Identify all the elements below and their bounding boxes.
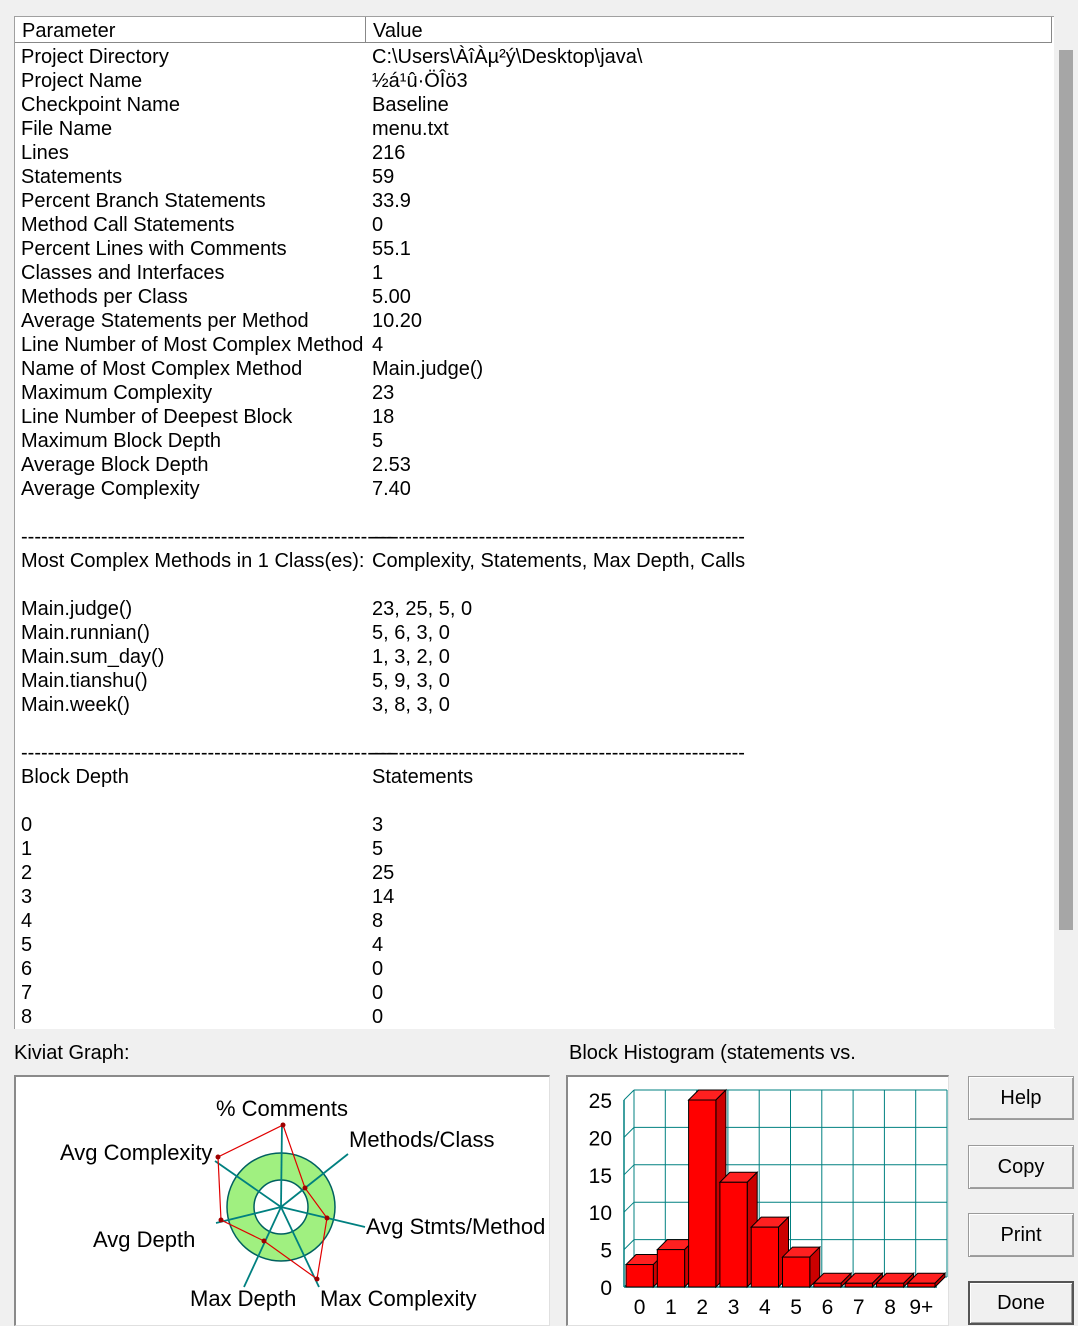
value-cell: 10.20 (372, 310, 423, 332)
table-row (15, 861, 1055, 885)
kiviat-label-comments: % Comments (215, 1096, 349, 1121)
table-row (15, 573, 1055, 597)
table-row (15, 741, 1055, 765)
value-cell: 33.9 (372, 190, 411, 212)
y-tick-label: 15 (588, 1164, 612, 1188)
parameter-cell: 0 (21, 814, 33, 836)
table-row (15, 357, 1055, 381)
table-row (15, 429, 1055, 453)
table-row (15, 189, 1055, 213)
table-row (15, 477, 1055, 501)
value-cell: 5 (372, 430, 384, 452)
y-tick-label: 25 (588, 1090, 612, 1113)
table-row (15, 93, 1055, 117)
kiviat-label-avg-depth: Avg Depth (93, 1227, 196, 1252)
parameter-cell: Main.sum_day() (21, 646, 165, 668)
table-row (15, 309, 1055, 333)
table-row (15, 981, 1055, 1005)
table-row (15, 765, 1055, 789)
x-tick-label: 9+ (909, 1296, 934, 1319)
parameter-cell: 8 (21, 1006, 33, 1028)
table-row (15, 381, 1055, 405)
x-tick-label: 4 (759, 1296, 771, 1319)
parameter-cell: 1 (21, 838, 33, 860)
histogram-bar (845, 1283, 872, 1287)
table-row (15, 165, 1055, 189)
x-tick-label: 6 (821, 1296, 834, 1319)
value-cell: 55.1 (372, 238, 411, 260)
kiviat-point (216, 1155, 221, 1160)
x-tick-label: 7 (852, 1296, 865, 1319)
value-cell: Main.judge() (372, 358, 484, 380)
table-row (15, 45, 1055, 69)
value-cell: -------------------------------------------------------- (372, 742, 745, 764)
table-row (15, 213, 1055, 237)
parameter-cell: 4 (21, 910, 33, 932)
done-button[interactable]: Done (968, 1281, 1074, 1325)
value-cell: 216 (372, 142, 406, 164)
kiviat-caption: Kiviat Graph: (14, 1042, 130, 1064)
parameter-cell: Block Depth (21, 766, 129, 788)
table-row (15, 621, 1055, 645)
parameter-cell: Checkpoint Name (21, 94, 180, 116)
grid-line-depth (624, 1240, 634, 1250)
table-row (15, 549, 1055, 573)
table-row (15, 669, 1055, 693)
kiviat-point (315, 1277, 320, 1282)
histogram-bar (908, 1283, 935, 1287)
table-row (15, 141, 1055, 165)
histogram-caption: Block Histogram (statements vs. (569, 1042, 856, 1064)
histogram-bar (751, 1227, 778, 1287)
kiviat-axis-line (281, 1123, 282, 1207)
table-row (15, 69, 1055, 93)
x-tick-label: 5 (790, 1296, 802, 1319)
table-row (15, 837, 1055, 861)
table-row (15, 717, 1055, 741)
parameter-cell: Maximum Complexity (21, 382, 213, 404)
kiviat-graph (16, 1077, 550, 1326)
parameter-cell: Percent Lines with Comments (21, 238, 287, 260)
block-histogram (568, 1077, 949, 1326)
parameter-cell: Name of Most Complex Method (21, 358, 303, 380)
histogram-bar (626, 1265, 653, 1287)
table-row (15, 957, 1055, 981)
kiviat-point (262, 1239, 267, 1244)
kiviat-point (325, 1216, 330, 1221)
scrollbar-thumb[interactable] (1059, 50, 1073, 930)
value-cell: ½á¹û·ÖÎö3 (372, 70, 468, 92)
value-cell: menu.txt (372, 118, 449, 140)
value-cell: 0 (372, 958, 384, 980)
y-tick-label: 20 (588, 1127, 612, 1151)
kiviat-label-max-complexity: Max Complexity (320, 1286, 477, 1311)
parameter-cell: Project Directory (21, 46, 169, 68)
parameter-cell: Project Name (21, 70, 143, 92)
block-histogram-panel (566, 1075, 949, 1326)
parameter-cell: 3 (21, 886, 33, 908)
parameter-cell: 2 (21, 862, 33, 884)
table-row (15, 885, 1055, 909)
kiviat-graph-panel (14, 1075, 550, 1326)
table-row (15, 933, 1055, 957)
table-row (15, 1005, 1055, 1029)
parameter-cell: Average Complexity (21, 478, 200, 500)
histogram-bar (876, 1283, 903, 1287)
table-row (15, 789, 1055, 813)
report-rows (15, 45, 1055, 1029)
value-cell: 2.53 (372, 454, 411, 476)
y-tick-label: 5 (600, 1239, 612, 1263)
parameter-cell: Main.judge() (21, 598, 133, 620)
parameter-cell: Percent Branch Statements (21, 190, 266, 212)
grid-line-depth (624, 1090, 634, 1100)
kiviat-label-avg-complexity: Avg Complexity (60, 1140, 213, 1165)
x-tick-label: 1 (665, 1296, 677, 1319)
table-row (15, 333, 1055, 357)
x-tick-label: 0 (633, 1296, 646, 1319)
parameter-cell: Maximum Block Depth (21, 430, 222, 452)
kiviat-point (303, 1186, 308, 1191)
table-row (15, 405, 1055, 429)
value-cell: 5.00 (372, 286, 411, 308)
parameter-cell: 6 (21, 958, 33, 980)
histogram-bar (814, 1283, 841, 1287)
value-cell: 0 (372, 1006, 384, 1028)
value-cell: Complexity, Statements, Max Depth, Calls (372, 550, 746, 572)
table-row (15, 693, 1055, 717)
x-tick-label: 8 (884, 1296, 896, 1319)
histogram-bar (657, 1250, 684, 1287)
parameter-cell: Average Statements per Method (21, 310, 309, 332)
table-row (15, 525, 1055, 549)
y-tick-label: 10 (588, 1202, 612, 1226)
value-cell: Baseline (372, 94, 449, 116)
parameter-cell: Lines (21, 142, 69, 164)
parameter-cell: Main.runnian() (21, 622, 150, 644)
help-button[interactable]: Help (968, 1076, 1074, 1120)
value-cell: C:\Users\ÀîÀµ²ý\Desktop\java\ (372, 46, 643, 68)
value-cell: 23 (372, 382, 395, 404)
histogram-bar (783, 1257, 810, 1287)
parameter-cell: 5 (21, 934, 33, 956)
value-cell: 5 (372, 838, 384, 860)
value-cell: 5, 9, 3, 0 (372, 670, 450, 692)
parameter-cell: Average Block Depth (21, 454, 209, 476)
parameter-cell: -------------------------------------------------------- (21, 526, 394, 548)
parameter-cell: Classes and Interfaces (21, 262, 225, 284)
table-row (15, 645, 1055, 669)
value-cell: 0 (372, 214, 384, 236)
value-cell: 4 (372, 934, 384, 956)
parameter-cell: -------------------------------------------------------- (21, 742, 394, 764)
table-row (15, 909, 1055, 933)
value-cell: 3 (372, 814, 384, 836)
kiviat-point (219, 1218, 224, 1223)
value-cell: 1 (372, 262, 384, 284)
parameter-cell: Main.week() (21, 694, 130, 716)
table-row (15, 285, 1055, 309)
value-cell: 0 (372, 982, 384, 1004)
table-row (15, 813, 1055, 837)
parameter-cell: Method Call Statements (21, 214, 235, 236)
copy-button[interactable]: Copy (968, 1145, 1074, 1189)
table-row (15, 597, 1055, 621)
x-tick-label: 3 (727, 1296, 740, 1319)
parameter-cell: Line Number of Deepest Block (21, 406, 293, 428)
value-cell: -------------------------------------------------------- (372, 526, 745, 548)
kiviat-label-max-depth: Max Depth (190, 1286, 297, 1311)
table-row (15, 237, 1055, 261)
parameter-cell: 7 (21, 982, 33, 1004)
parameter-cell: Methods per Class (21, 286, 188, 308)
grid-line-depth (624, 1165, 634, 1175)
y-tick-label: 0 (600, 1277, 612, 1300)
vertical-scrollbar[interactable] (1054, 16, 1078, 1028)
grid-line-depth (624, 1127, 634, 1137)
value-cell: 5, 6, 3, 0 (372, 622, 450, 644)
table-row (15, 261, 1055, 285)
table-row (15, 117, 1055, 141)
parameter-cell: Line Number of Most Complex Method (21, 334, 364, 356)
value-cell: 59 (372, 166, 395, 188)
grid-line-depth (624, 1202, 634, 1212)
kiviat-label-methods-class: Methods/Class (349, 1127, 495, 1152)
table-row (15, 501, 1055, 525)
value-cell: 25 (372, 862, 395, 884)
kiviat-label-avg-stmts: Avg Stmts/Method (366, 1214, 546, 1239)
parameter-cell: Main.tianshu() (21, 670, 148, 692)
value-cell: 18 (372, 406, 395, 428)
value-cell: 7.40 (372, 478, 411, 500)
value-cell: Statements (372, 766, 474, 788)
value-cell: 3, 8, 3, 0 (372, 694, 450, 716)
table-row (15, 453, 1055, 477)
histogram-bar (689, 1100, 716, 1287)
parameter-cell: Most Complex Methods in 1 Class(es): (21, 550, 365, 572)
value-cell: 8 (372, 910, 384, 932)
value-cell: 14 (372, 886, 395, 908)
column-header-value[interactable]: Value (366, 17, 1052, 43)
kiviat-point (281, 1123, 286, 1128)
histogram-bar (720, 1182, 747, 1287)
metrics-report-table[interactable] (14, 16, 1055, 1029)
parameter-cell: Statements (21, 166, 123, 188)
value-cell: 4 (372, 334, 384, 356)
column-header-parameter[interactable]: Parameter (15, 17, 366, 43)
value-cell: 23, 25, 5, 0 (372, 598, 473, 620)
value-cell: 1, 3, 2, 0 (372, 646, 450, 668)
print-button[interactable]: Print (968, 1213, 1074, 1257)
parameter-cell: File Name (21, 118, 113, 140)
x-tick-label: 2 (696, 1296, 709, 1319)
